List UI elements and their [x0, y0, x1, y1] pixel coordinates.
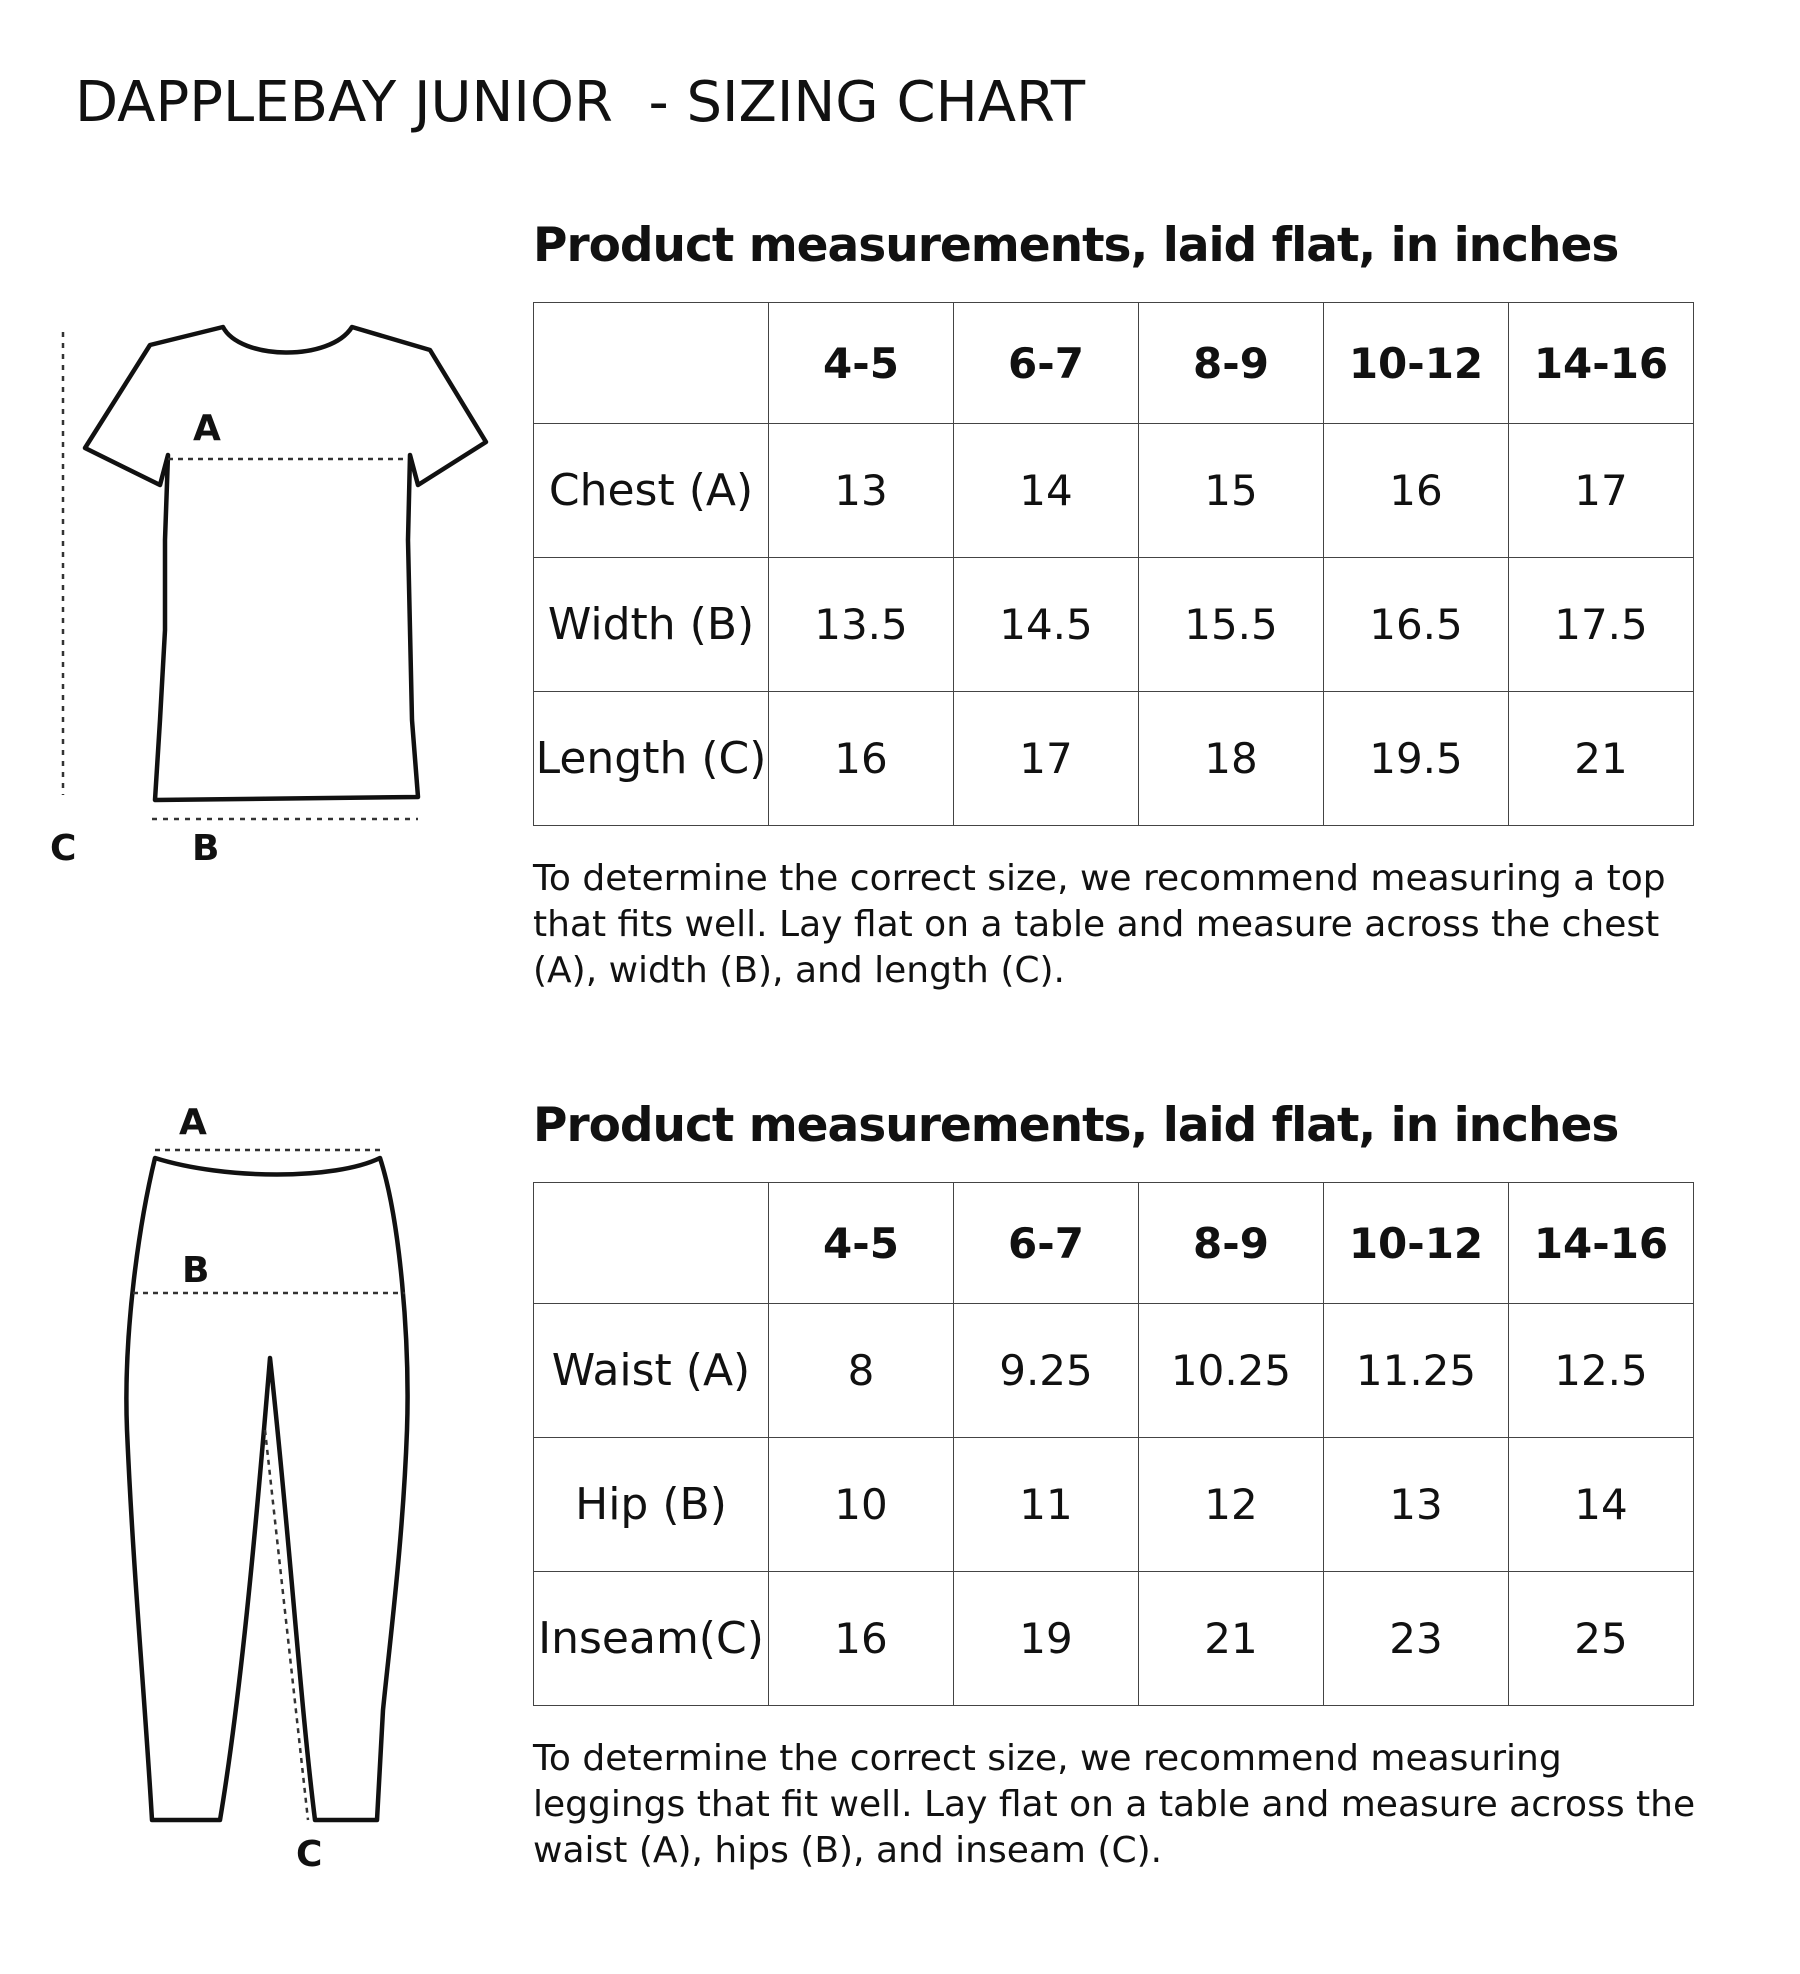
table-cell: 15	[1139, 424, 1324, 558]
size-header: 8-9	[1139, 303, 1324, 424]
table-cell: 11.25	[1324, 1304, 1509, 1438]
table-header-row	[534, 1183, 1694, 1304]
leggings-outline	[126, 1158, 407, 1820]
size-header: 4-5	[769, 303, 954, 424]
size-header: 10-12	[1324, 1183, 1509, 1304]
table-cell: 10	[769, 1438, 954, 1572]
table-cell: 14	[1509, 1438, 1694, 1572]
table-cell: 16	[769, 692, 954, 826]
inseam-label: C	[296, 1834, 323, 1875]
width-label: B	[192, 828, 220, 869]
size-header: 14-16	[1509, 303, 1694, 424]
table-cell: 17	[1509, 424, 1694, 558]
table-row	[534, 1438, 1694, 1572]
table-cell: 19	[954, 1572, 1139, 1706]
table-cell: 16	[1324, 424, 1509, 558]
inseam-measure-line	[265, 1430, 308, 1820]
table-cell: 11	[954, 1438, 1139, 1572]
table-row	[534, 424, 1694, 558]
tops-heading: Product measurements, laid flat, in inches	[533, 218, 1619, 273]
table-row	[534, 692, 1694, 826]
leggings-heading: Product measurements, laid flat, in inches	[533, 1098, 1619, 1153]
header-corner-cell	[534, 303, 769, 424]
table-cell: 13	[1324, 1438, 1509, 1572]
leggings-diagram	[115, 1140, 435, 1860]
size-header: 8-9	[1139, 1183, 1324, 1304]
table-row	[534, 1572, 1694, 1706]
leggings-size-table	[533, 1182, 1694, 1706]
size-header: 6-7	[954, 303, 1139, 424]
size-header: 4-5	[769, 1183, 954, 1304]
waist-label: A	[179, 1102, 207, 1143]
tops-size-table	[533, 302, 1694, 826]
row-label-inseam: Inseam(C)	[534, 1572, 769, 1706]
page-title: DAPPLEBAY JUNIOR - SIZING CHART	[75, 70, 1086, 135]
table-cell: 9.25	[954, 1304, 1139, 1438]
leggings-note: To determine the correct size, we recommend measuring leggings that fit well. Lay flat on a table and measure across the waist (A), hips (B), and inseam (C).	[533, 1738, 1696, 1871]
table-cell: 8	[769, 1304, 954, 1438]
table-header-row	[534, 303, 1694, 424]
table-cell: 13	[769, 424, 954, 558]
table-cell: 19.5	[1324, 692, 1509, 826]
table-cell: 17	[954, 692, 1139, 826]
size-header: 6-7	[954, 1183, 1139, 1304]
table-cell: 10.25	[1139, 1304, 1324, 1438]
size-header: 10-12	[1324, 303, 1509, 424]
table-cell: 18	[1139, 692, 1324, 826]
table-cell: 17.5	[1509, 558, 1694, 692]
table-cell: 14	[954, 424, 1139, 558]
chest-label: A	[193, 408, 221, 449]
table-cell: 21	[1139, 1572, 1324, 1706]
hip-label: B	[182, 1250, 210, 1291]
size-header: 14-16	[1509, 1183, 1694, 1304]
tshirt-outline	[85, 327, 486, 800]
table-row	[534, 558, 1694, 692]
header-corner-cell	[534, 1183, 769, 1304]
table-cell: 12.5	[1509, 1304, 1694, 1438]
table-cell: 25	[1509, 1572, 1694, 1706]
row-label-width: Width (B)	[534, 558, 769, 692]
table-cell: 14.5	[954, 558, 1139, 692]
tshirt-diagram	[40, 310, 500, 850]
table-cell: 15.5	[1139, 558, 1324, 692]
length-label: C	[50, 828, 77, 869]
row-label-waist: Waist (A)	[534, 1304, 769, 1438]
table-cell: 13.5	[769, 558, 954, 692]
tops-note: To determine the correct size, we recommend measuring a top that fits well. Lay flat on a table and measure across the chest (A), width (B), and length (C).	[533, 858, 1666, 991]
row-label-chest: Chest (A)	[534, 424, 769, 558]
table-row	[534, 1304, 1694, 1438]
table-cell: 16	[769, 1572, 954, 1706]
table-cell: 16.5	[1324, 558, 1509, 692]
table-cell: 23	[1324, 1572, 1509, 1706]
row-label-hip: Hip (B)	[534, 1438, 769, 1572]
row-label-length: Length (C)	[534, 692, 769, 826]
table-cell: 21	[1509, 692, 1694, 826]
table-cell: 12	[1139, 1438, 1324, 1572]
